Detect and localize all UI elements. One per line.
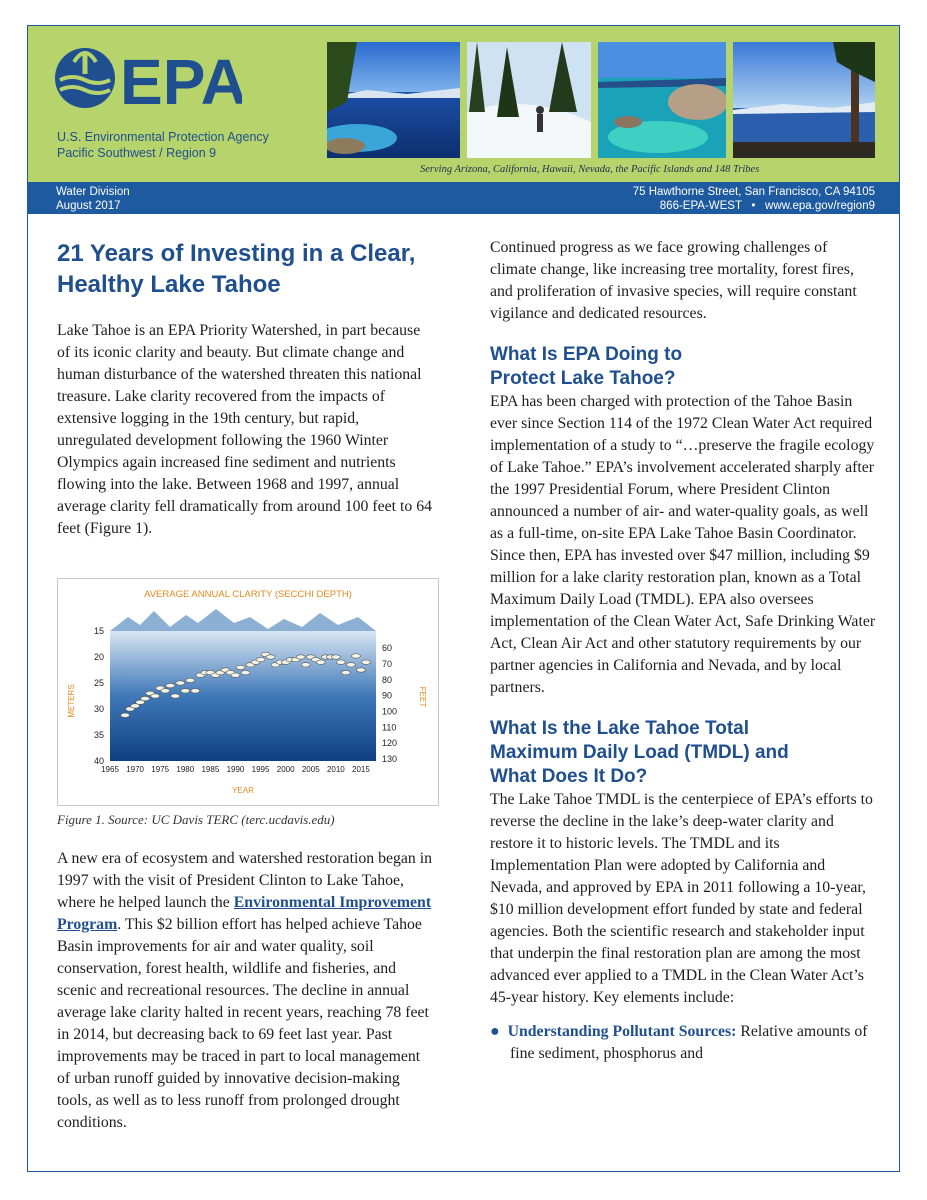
x-tick: 2000	[276, 765, 295, 774]
y-tick-meters: 40	[93, 756, 104, 766]
chart-title: AVERAGE ANNUAL CLARITY (SECCHI DEPTH)	[144, 589, 352, 600]
y-tick-feet: 60	[382, 643, 393, 654]
y-tick-feet: 120	[382, 738, 398, 749]
data-point	[191, 689, 200, 693]
bullet-label: Understanding Pollutant Sources:	[507, 1023, 737, 1040]
intro-paragraph: Lake Tahoe is an EPA Priority Watershed, in part because of its iconic clarity and beauty. But climate change and human disturbance of the watershed threaten this national treasure. Lake clarity recovered from the impacts of extensive logging in the 19th century, but rapid, unregulated development following the 1960 Winter Olympics again increased fine sediment and nutrients flowing into the lake. Between 1968 and 1997, annual average clarity fell dramatically from around 100 feet to 64 feet (Figure 1).	[57, 322, 433, 537]
data-point	[336, 660, 345, 664]
bullet-text: Relative amounts of fine sediment, phosphorus and	[510, 1023, 868, 1062]
x-tick: 1980	[176, 765, 195, 774]
x-axis-label: YEAR	[232, 786, 254, 795]
left-column-restoration	[57, 848, 437, 1134]
tmdl-paragraph: The Lake Tahoe TMDL is the centerpiece of EPA’s efforts to reverse the decline in the lake’s deep-water clarity and restore it to historic levels. The TMDL and its Implementation Plan were adopted by California and Nevada, and approved by EPA in 2011 following a 10-year, $10 million development effort funded by state and federal agencies. Both the scientific research and stakeholder input that underpin the final restoration plan are among the most advanced ever applied to a TMDL in the Clean Water Act’s 45-year history. Key elements include:	[490, 791, 873, 1006]
data-point	[241, 670, 250, 674]
restoration-text-a: A new era of ecosystem and watershed restoration began in 1997 with the visit of President Clinton to Lake Tahoe, where he helped launch the	[57, 850, 433, 911]
photo-sunset-lake	[733, 42, 875, 158]
data-point	[171, 694, 180, 698]
x-tick: 1995	[251, 765, 270, 774]
y-tick-feet: 100	[382, 706, 398, 717]
data-point	[351, 654, 360, 658]
service-area-text: Serving Arizona, California, Hawaii, Nevada, the Pacific Islands and 148 Tribes	[420, 164, 760, 175]
data-point	[161, 689, 170, 693]
x-tick: 2015	[352, 765, 370, 774]
plot-area	[110, 631, 376, 761]
division-label: Water Division	[56, 186, 130, 198]
x-tick: 1965	[101, 765, 119, 774]
data-point	[296, 655, 305, 659]
restoration-text-b: . This $2 billion effort has helped achieve Tahoe Basin improvements for air and water quality, soil conservation, forest health, wildlife and fisheries, and scenic and recreational resources. The decline in annual average lake clarity halted in recent years, reaching 78 feet in 2014, but decreasing back to 69 feet last year. Past improvements may be traced in part to local management of urban runoff guided by innovative decision-making tools, as well as to less runoff from prolonged drought conditions.	[57, 916, 429, 1131]
progress-paragraph: Continued progress as we face growing challenges of climate change, like increasing tree mortality, forest fires, and proliferation of invasive species, will require constant vigilance and dedicated resources.	[490, 239, 857, 322]
y-tick-feet: 80	[382, 674, 393, 685]
right-column	[490, 237, 876, 1065]
data-point	[346, 663, 355, 667]
data-point	[166, 683, 175, 687]
data-point	[356, 668, 365, 672]
y-tick-meters: 15	[93, 626, 104, 636]
data-point	[121, 713, 130, 717]
data-point	[331, 655, 340, 659]
y-tick-feet: 110	[382, 722, 397, 733]
data-point	[341, 670, 350, 674]
data-point	[181, 689, 190, 693]
y-axis-label-meters: METERS	[67, 684, 76, 718]
data-point	[361, 660, 370, 664]
x-tick: 1975	[151, 765, 170, 774]
data-point	[186, 678, 195, 682]
agency-name	[57, 129, 269, 161]
section-heading-epa-doing: What Is EPA Doing to Protect Lake Tahoe?	[490, 344, 683, 389]
clarity-chart-svg	[58, 579, 438, 805]
y-tick-meters: 30	[93, 704, 104, 714]
agency-line1: U.S. Environmental Protection Agency	[57, 130, 269, 144]
mountain-silhouette	[110, 609, 376, 631]
separator-dot: •	[751, 200, 756, 212]
y-axis-label-feet: FEET	[418, 686, 427, 708]
x-tick: 1985	[201, 765, 220, 774]
x-tick: 1990	[226, 765, 245, 774]
bullet-dot-icon: ●	[490, 1023, 500, 1040]
data-point	[301, 663, 310, 667]
bullet-item	[490, 1021, 876, 1065]
y-tick-meters: 35	[93, 730, 104, 740]
restoration-paragraph	[57, 848, 437, 1134]
address: 75 Hawthorne Street, San Francisco, CA 94105	[632, 186, 875, 198]
x-tick: 2005	[301, 765, 320, 774]
data-point	[266, 655, 275, 659]
clarity-chart	[57, 578, 439, 806]
eip-link[interactable]: Environmental Improvement Program	[57, 894, 432, 933]
data-point	[151, 694, 160, 698]
y-tick-feet: 130	[382, 754, 398, 765]
info-band	[28, 182, 899, 214]
figure-caption: Figure 1. Source: UC Davis TERC (terc.ucdavis.edu)	[57, 812, 335, 827]
website-link[interactable]: www.epa.gov/region9	[765, 200, 875, 212]
y-tick-meters: 20	[93, 652, 104, 662]
data-point	[256, 657, 265, 661]
section-heading-tmdl: What Is the Lake Tahoe Total Maximum Daily Load (TMDL) and What Does It Do?	[490, 718, 789, 787]
x-tick: 2010	[326, 765, 345, 774]
y-tick-feet: 90	[382, 690, 393, 701]
photo-lake-shore	[327, 42, 460, 158]
epa-doing-paragraph: EPA has been charged with protection of the Tahoe Basin ever since Section 114 of the 1972 Clean Water Act required implementation of a study to “…preserve the fragile ecology of Lake Tahoe.” EPA’s involvement accelerated sharply after the 1997 Presidential Forum, where President Clinton announced a number of air- and water-quality goals, as well as a full-time, on-site EPA Lake Tahoe Basin Coordinator. Since then, EPA has invested over $47 million, including $9 million for a lake clarity restoration plan, known as a Total Maximum Daily Load (TMDL). EPA also oversees implementation of the Clean Water Act, Safe Drinking Water Act, Clean Air Act and other statutory requirements by our partner agencies in California and Nevada, and by local partners.	[490, 393, 876, 696]
photo-clear-water	[598, 42, 726, 158]
issue-date: August 2017	[56, 200, 121, 212]
data-point	[236, 665, 245, 669]
agency-line2: Pacific Southwest / Region 9	[57, 146, 217, 160]
y-tick-meters: 25	[93, 678, 104, 688]
epa-logo	[52, 40, 242, 121]
photo-skier	[467, 42, 591, 158]
data-point	[316, 660, 325, 664]
x-tick: 1970	[126, 765, 144, 774]
page-title: 21 Years of Investing in a Clear, Healthy Lake Tahoe	[57, 240, 416, 298]
logo-wordmark: EPA	[120, 46, 242, 116]
left-column-intro	[57, 320, 437, 540]
data-point	[176, 681, 185, 685]
data-point	[141, 696, 150, 700]
data-point	[231, 673, 240, 677]
y-tick-feet: 70	[382, 658, 393, 669]
phone: 866-EPA-WEST	[659, 200, 742, 212]
